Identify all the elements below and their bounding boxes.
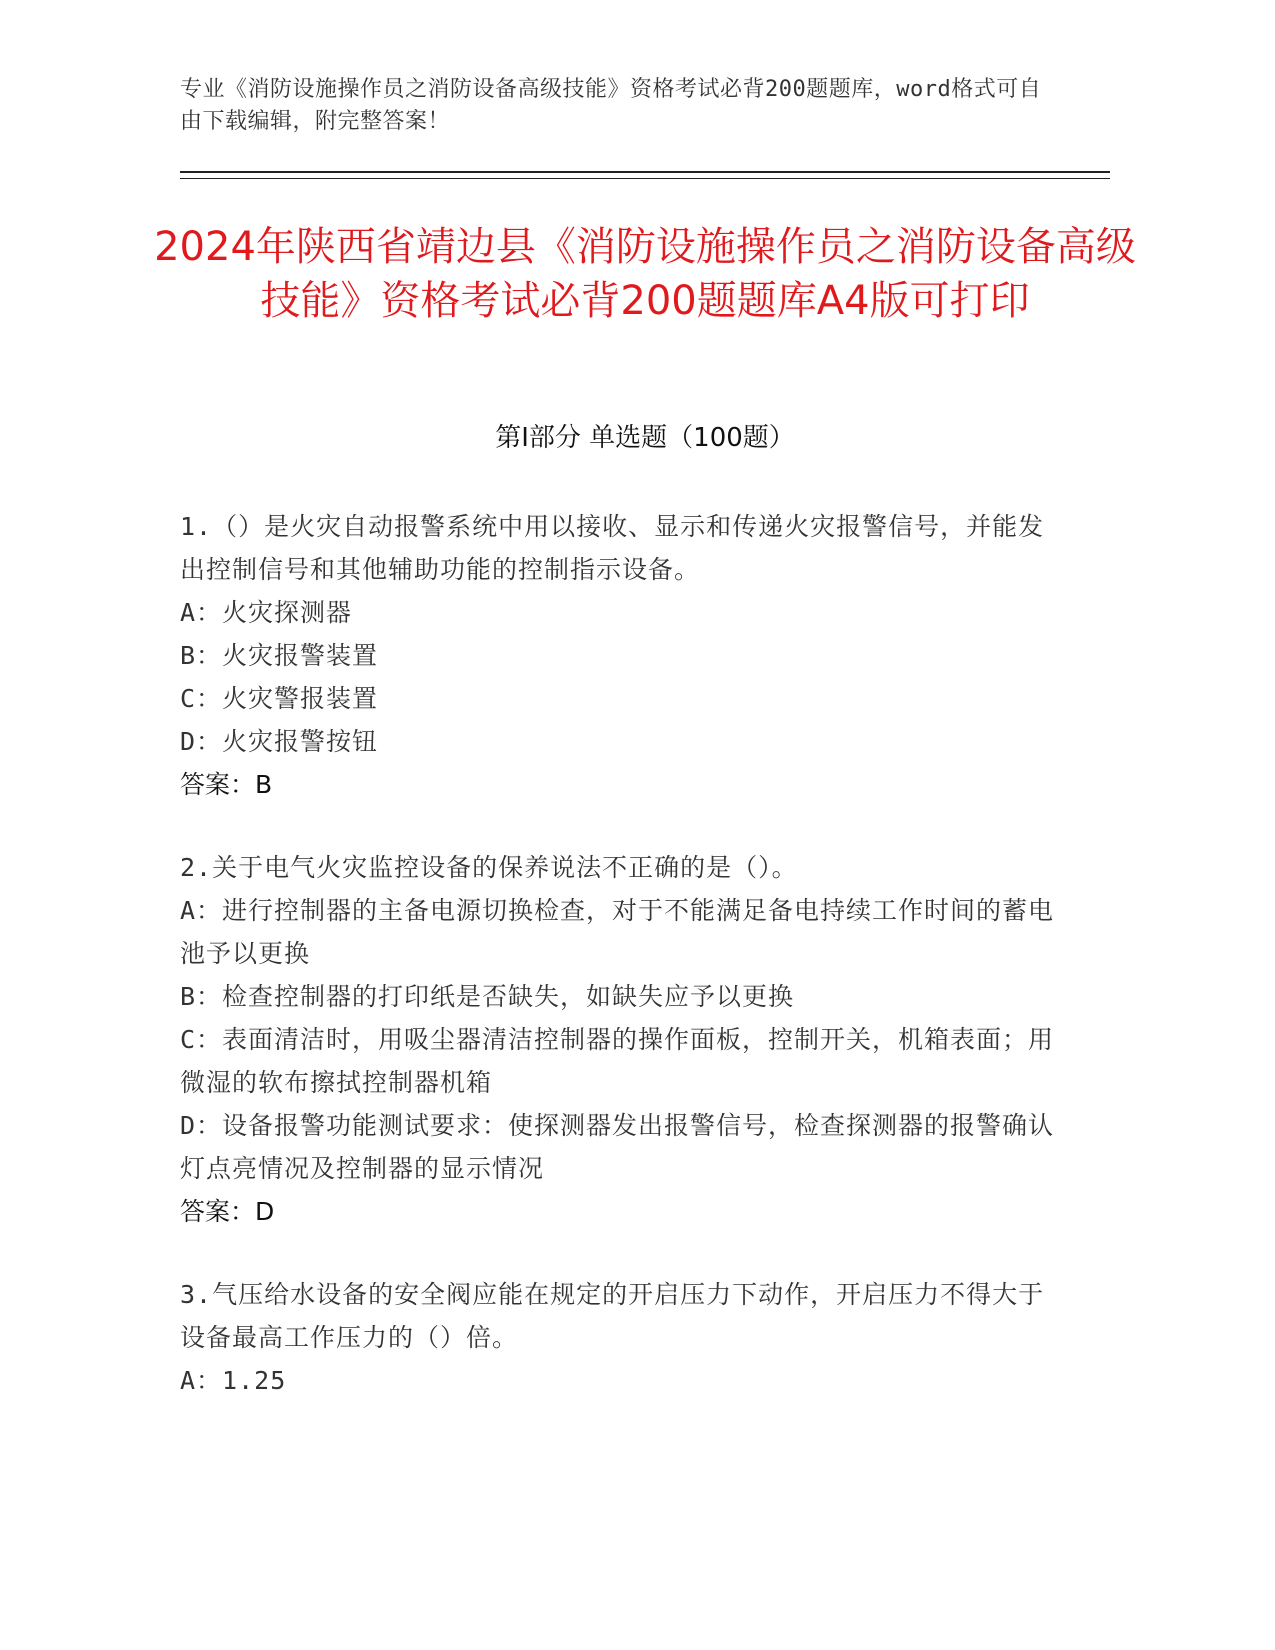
- answer: 答案：B: [180, 770, 273, 799]
- header-divider-thick: [180, 171, 1110, 173]
- question-text: 1.（）是火灾自动报警系统中用以接收、显示和传递火灾报警信号，并能发出控制信号和其他辅助功能的控制指示设备。: [180, 512, 1045, 584]
- question-text: 2.关于电气火灾监控设备的保养说法不正确的是（）。: [180, 853, 798, 882]
- document-title: 2024年陕西省靖边县《消防设施操作员之消防设备高级技能》资格考试必背200题题库A4版可打印: [154, 224, 1136, 324]
- option-c: C：表面清洁时，用吸尘器清洁控制器的操作面板，控制开关，机箱表面；用微湿的软布擦拭控制器机箱: [180, 1025, 1055, 1097]
- header-note: 专业《消防设施操作员之消防设备高级技能》资格考试必背200题题库，word格式可自由下载编辑，附完整答案！: [180, 77, 1042, 134]
- header-divider-thin: [180, 178, 1110, 179]
- question-1: [180, 505, 1060, 806]
- question-text: 3.气压给水设备的安全阀应能在规定的开启压力下动作，开启压力不得大于设备最高工作压力的（）倍。: [180, 1280, 1045, 1352]
- option-a: A：进行控制器的主备电源切换检查，对于不能满足备电持续工作时间的蓄电池予以更换: [180, 896, 1055, 968]
- option-d: D：设备报警功能测试要求：使探测器发出报警信号，检查探测器的报警确认灯点亮情况及控制器的显示情况: [180, 1111, 1055, 1183]
- option-a: A：火灾探测器: [180, 598, 353, 627]
- answer: 答案：D: [180, 1197, 275, 1226]
- option-b: B：火灾报警装置: [180, 641, 379, 670]
- option-d: D：火灾报警按钮: [180, 727, 379, 756]
- option-c: C：火灾警报装置: [180, 684, 379, 713]
- option-b: B：检查控制器的打印纸是否缺失，如缺失应予以更换: [180, 982, 795, 1011]
- question-2: [180, 846, 1060, 1233]
- option-a: A：1.25: [180, 1366, 287, 1395]
- question-3: [180, 1273, 1060, 1402]
- question-list: [180, 505, 1060, 1442]
- section-heading: 第Ⅰ部分 单选题（100题）: [495, 423, 795, 453]
